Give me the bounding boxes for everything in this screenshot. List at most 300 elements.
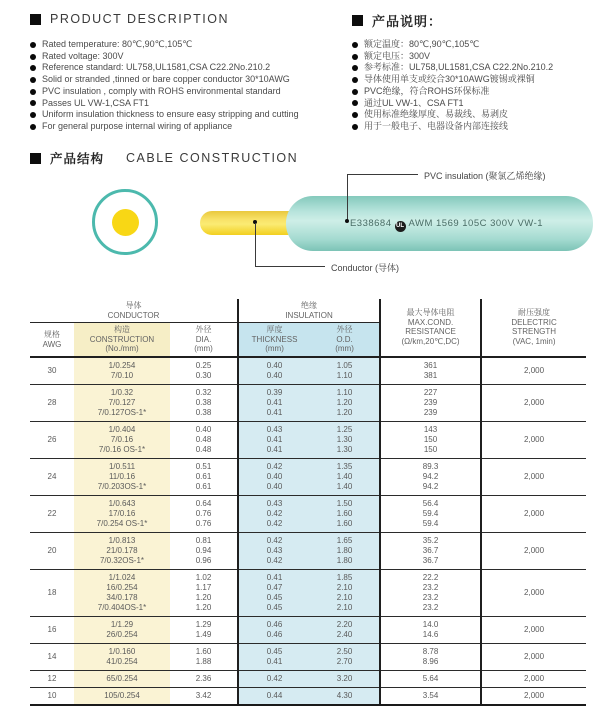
value-line: 0.45	[266, 592, 283, 602]
value-line: 1.30	[336, 444, 353, 454]
cell-od	[310, 670, 380, 687]
value-line: 1.20	[195, 602, 212, 612]
spec-row-awg-14	[30, 643, 586, 670]
value-line: 3.20	[336, 673, 353, 683]
cell-dia	[170, 569, 238, 616]
spec-row-awg-22	[30, 495, 586, 532]
cell-resistance	[380, 357, 481, 385]
value-line: 361	[423, 360, 438, 370]
cell-dia	[170, 357, 238, 385]
cell-resistance	[380, 458, 481, 495]
value-line: 0.42	[266, 673, 283, 683]
awg-header: 规格 AWG	[30, 323, 74, 357]
bullet-icon	[352, 124, 358, 130]
cell-construction	[74, 616, 170, 643]
cell-resistance	[380, 421, 481, 458]
cell-awg: 20	[30, 532, 74, 569]
cell-construction	[74, 643, 170, 670]
cell-thickness	[238, 569, 310, 616]
conductor-pointer-line	[255, 223, 256, 267]
bullet-icon	[352, 89, 358, 95]
value-line: 35.2	[422, 535, 439, 545]
value-line: 0.40	[266, 370, 283, 380]
insulation-group-header: 绝缘 INSULATION	[238, 299, 380, 323]
cell-construction	[74, 357, 170, 385]
value-line: 0.44	[266, 690, 283, 700]
value-line: 1/0.160	[108, 646, 136, 656]
cell-thickness	[238, 458, 310, 495]
insulation-pointer-dot	[345, 219, 349, 223]
value-line: 1/1.024	[108, 572, 136, 582]
value-line: 0.32	[195, 387, 212, 397]
value-line: 1.30	[336, 434, 353, 444]
value-line: 0.43	[266, 498, 283, 508]
value-line: 0.40	[266, 360, 283, 370]
cell-strength: 2,000	[481, 670, 586, 687]
cell-resistance	[380, 384, 481, 421]
value-line: 2.36	[195, 673, 212, 683]
value-line: 0.96	[195, 555, 212, 565]
value-line: 22.2	[422, 572, 439, 582]
value-line: 0.40	[266, 481, 283, 491]
cell-construction	[74, 458, 170, 495]
value-line: 1.85	[336, 572, 353, 582]
value-line: 0.76	[195, 518, 212, 528]
cell-strength: 2,000	[481, 384, 586, 421]
value-line: 8.96	[422, 656, 439, 666]
table-group-header-row	[30, 299, 586, 323]
bullet-item	[30, 39, 352, 51]
value-line: 1.40	[336, 481, 353, 491]
cable-construction-title	[30, 149, 298, 167]
cell-construction	[74, 569, 170, 616]
cell-awg: 22	[30, 495, 74, 532]
value-line: 1.80	[336, 555, 353, 565]
value-line: 1.88	[195, 656, 212, 666]
value-line: 0.38	[195, 397, 212, 407]
cell-od	[310, 458, 380, 495]
cell-resistance	[380, 687, 481, 705]
value-line: 0.40	[195, 424, 212, 434]
value-line: 1.60	[195, 646, 212, 656]
product-description-list	[30, 39, 352, 133]
value-line: 7/0.16 OS-1*	[98, 444, 146, 454]
value-line: 1.25	[336, 424, 353, 434]
value-line: 0.48	[195, 434, 212, 444]
cell-dia	[170, 458, 238, 495]
bullet-icon	[30, 65, 36, 71]
cell-od	[310, 687, 380, 705]
value-line: 23.2	[422, 602, 439, 612]
conductor-core-icon	[112, 209, 139, 236]
cell-resistance	[380, 495, 481, 532]
cell-dia	[170, 687, 238, 705]
cell-dia	[170, 495, 238, 532]
value-line: 0.41	[266, 656, 283, 666]
cell-strength: 2,000	[481, 687, 586, 705]
cell-strength: 2,000	[481, 569, 586, 616]
bullet-text: 导体使用单支或绞合30*10AWG镀锡或裸铜	[364, 74, 535, 85]
value-line: 0.45	[266, 646, 283, 656]
value-line: 1.40	[336, 471, 353, 481]
product-notes-title	[352, 11, 442, 30]
value-line: 23.2	[422, 582, 439, 592]
bullet-text: Uniform insulation thickness to ensure easy stripping and cutting	[42, 109, 299, 120]
cell-thickness	[238, 643, 310, 670]
value-line: 65/0.254	[106, 673, 138, 683]
value-line: 1/0.643	[108, 498, 136, 508]
value-line: 105/0.254	[104, 690, 140, 700]
spec-row-awg-16	[30, 616, 586, 643]
value-line: 11/0.16	[108, 471, 136, 481]
bullet-icon	[352, 42, 358, 48]
product-notes-title-text: 产品说明：	[372, 14, 443, 29]
bullet-icon	[352, 54, 358, 60]
construction-title-en: CABLE CONSTRUCTION	[126, 151, 299, 165]
value-line: 0.41	[266, 444, 283, 454]
value-line: 41/0.254	[106, 656, 138, 666]
bullet-text: Passes UL VW-1,CSA FT1	[42, 97, 150, 108]
value-line: 0.42	[266, 555, 283, 565]
cell-strength: 2,000	[481, 421, 586, 458]
bullet-icon	[30, 112, 36, 118]
value-line: 16/0.254	[106, 582, 138, 592]
value-line: 0.40	[266, 471, 283, 481]
spec-row-awg-30	[30, 357, 586, 385]
value-line: 89.3	[422, 461, 439, 471]
spec-row-awg-10	[30, 687, 586, 705]
cell-thickness	[238, 357, 310, 385]
bullet-item	[352, 39, 603, 51]
cell-construction	[74, 532, 170, 569]
value-line: 2.10	[336, 592, 353, 602]
bullet-text: 额定温度：80℃,90℃,105℃	[364, 39, 480, 49]
spec-row-awg-24	[30, 458, 586, 495]
cell-strength: 2,000	[481, 643, 586, 670]
value-line: 2.10	[336, 582, 353, 592]
value-line: 7/0.16	[110, 434, 134, 444]
spec-row-awg-26	[30, 421, 586, 458]
cell-construction	[74, 421, 170, 458]
value-line: 1.65	[336, 535, 353, 545]
bullet-text: For general purpose internal wiring of appliance	[42, 120, 233, 131]
spec-table-body	[30, 357, 586, 705]
value-line: 1/1.29	[110, 619, 134, 629]
value-line: 381	[423, 370, 438, 380]
value-line: 1.60	[336, 508, 353, 518]
value-line: 14.0	[422, 619, 439, 629]
cell-awg: 26	[30, 421, 74, 458]
marking-prefix: E338684	[349, 218, 392, 229]
resistance-header: 最大导体电阻 MAX.COND. RESISTANCE (Ω/km,20℃,DC)	[380, 299, 481, 357]
value-line: 239	[423, 397, 438, 407]
cell-strength: 2,000	[481, 616, 586, 643]
value-line: 2.70	[336, 656, 353, 666]
value-line: 2.20	[336, 619, 353, 629]
value-line: 0.25	[195, 360, 212, 370]
value-line: 7/0.404OS-1*	[97, 602, 147, 612]
cell-resistance	[380, 569, 481, 616]
cell-resistance	[380, 532, 481, 569]
value-line: 0.43	[266, 424, 283, 434]
spec-table	[30, 299, 586, 706]
bullet-icon	[352, 65, 358, 71]
bullet-text: PVC insulation , comply with ROHS environmental standard	[42, 85, 281, 96]
bullet-item	[352, 62, 603, 74]
value-line: 0.61	[195, 471, 212, 481]
value-line: 0.76	[195, 508, 212, 518]
value-line: 0.42	[266, 508, 283, 518]
cell-dia	[170, 616, 238, 643]
value-line: 1.17	[195, 582, 212, 592]
value-line: 0.42	[266, 535, 283, 545]
cell-od	[310, 384, 380, 421]
cell-od	[310, 532, 380, 569]
bullet-item	[30, 109, 352, 121]
value-line: 7/0.32OS-1*	[99, 555, 145, 565]
cell-od	[310, 643, 380, 670]
value-line: 3.42	[195, 690, 212, 700]
bullet-icon	[30, 77, 36, 83]
spec-table-container	[30, 299, 586, 706]
cell-od	[310, 357, 380, 385]
value-line: 1.50	[336, 498, 353, 508]
value-line: 0.94	[195, 545, 212, 555]
value-line: 1.20	[336, 397, 353, 407]
value-line: 0.38	[195, 407, 212, 417]
value-line: 21/0.178	[106, 545, 138, 555]
cell-od	[310, 495, 380, 532]
bullet-text: 额定电压：300V	[364, 50, 431, 61]
cell-thickness	[238, 532, 310, 569]
cell-dia	[170, 643, 238, 670]
cell-resistance	[380, 643, 481, 670]
bullet-icon	[352, 77, 358, 83]
spec-row-awg-18	[30, 569, 586, 616]
cell-construction	[74, 384, 170, 421]
cell-thickness	[238, 670, 310, 687]
cell-dia	[170, 532, 238, 569]
cell-dia	[170, 384, 238, 421]
value-line: 0.43	[266, 545, 283, 555]
bullet-item	[30, 62, 352, 74]
value-line: 56.4	[422, 498, 439, 508]
value-line: 1.10	[336, 370, 353, 380]
dia-header: 外径 DIA. (mm)	[170, 323, 238, 357]
cell-awg: 12	[30, 670, 74, 687]
cell-resistance	[380, 670, 481, 687]
conductor-group-header: 导体 CONDUCTOR	[30, 299, 238, 323]
value-line: 1/0.511	[108, 461, 136, 471]
value-line: 2.50	[336, 646, 353, 656]
value-line: 227	[423, 387, 438, 397]
cell-thickness	[238, 616, 310, 643]
value-line: 1/0.404	[108, 424, 136, 434]
cell-strength: 2,000	[481, 532, 586, 569]
cell-awg: 14	[30, 643, 74, 670]
spec-row-awg-12	[30, 670, 586, 687]
value-line: 59.4	[422, 518, 439, 528]
spec-row-awg-20	[30, 532, 586, 569]
bullet-item	[352, 86, 603, 98]
insulation-cylinder	[286, 196, 593, 251]
bullet-text: Rated voltage: 300V	[42, 50, 124, 61]
product-notes-list	[352, 39, 603, 133]
value-line: 0.51	[195, 461, 212, 471]
value-line: 0.41	[266, 407, 283, 417]
ul-logo-icon: UL	[395, 221, 406, 232]
bullet-item	[352, 121, 603, 133]
value-line: 143	[423, 424, 438, 434]
value-line: 7/0.254 OS-1*	[96, 518, 148, 528]
conductor-label: Conductor (导体)	[331, 263, 400, 273]
value-line: 0.47	[266, 582, 283, 592]
bullet-item	[352, 109, 603, 121]
value-line: 36.7	[422, 545, 439, 555]
cell-awg: 18	[30, 569, 74, 616]
value-line: 4.30	[336, 690, 353, 700]
value-line: 7/0.127OS-1*	[97, 407, 147, 417]
value-line: 1.05	[336, 360, 353, 370]
cell-awg: 16	[30, 616, 74, 643]
bullet-item	[30, 74, 352, 86]
bullet-item	[30, 121, 352, 133]
bullet-icon	[352, 112, 358, 118]
value-line: 1.10	[336, 387, 353, 397]
insulation-pointer-line	[347, 174, 418, 175]
value-line: 1/0.32	[110, 387, 134, 397]
value-line: 23.2	[422, 592, 439, 602]
value-line: 0.39	[266, 387, 283, 397]
cell-dia	[170, 670, 238, 687]
value-line: 0.41	[266, 397, 283, 407]
value-line: 0.81	[195, 535, 212, 545]
od-header: 外径 O.D. (mm)	[310, 323, 380, 357]
value-line: 3.54	[422, 690, 439, 700]
section-square-icon	[30, 153, 41, 164]
value-line: 150	[423, 434, 438, 444]
cable-marking	[286, 196, 593, 251]
bullet-text: PVC绝缘，符合ROHS环保标准	[364, 85, 490, 96]
cell-awg: 24	[30, 458, 74, 495]
bullet-item	[30, 51, 352, 63]
bullet-item	[352, 74, 603, 86]
thickness-header: 厚度 THICKNESS (mm)	[238, 323, 310, 357]
value-line: 0.46	[266, 629, 283, 639]
bullet-item	[30, 98, 352, 110]
value-line: 59.4	[422, 508, 439, 518]
marking-suffix: AWM 1569 105C 300V VW-1	[408, 218, 544, 229]
bullet-text: Rated temperature: 80℃,90℃,105℃	[42, 39, 193, 49]
cell-strength: 2,000	[481, 357, 586, 385]
bullet-icon	[30, 124, 36, 130]
cell-thickness	[238, 384, 310, 421]
value-line: 5.64	[422, 673, 439, 683]
value-line: 0.61	[195, 481, 212, 491]
cell-strength: 2,000	[481, 458, 586, 495]
value-line: 7/0.10	[110, 370, 134, 380]
cell-construction	[74, 495, 170, 532]
value-line: 7/0.127	[108, 397, 136, 407]
spec-row-awg-28	[30, 384, 586, 421]
cell-construction	[74, 670, 170, 687]
value-line: 1.20	[195, 592, 212, 602]
construction-title-cn: 产品结构	[50, 152, 105, 166]
value-line: 0.48	[195, 444, 212, 454]
bullet-text: 参考标准：UL758,UL1581,CSA C22.2No.210.2	[364, 62, 554, 73]
bullet-item	[352, 98, 603, 110]
cell-strength: 2,000	[481, 495, 586, 532]
value-line: 1.80	[336, 545, 353, 555]
bullet-text: 使用标准绝缘厚度、易裁线、易剥皮	[364, 109, 509, 120]
conductor-pointer-line	[255, 266, 325, 267]
value-line: 150	[423, 444, 438, 454]
product-description-title	[30, 12, 229, 26]
value-line: 94.2	[422, 471, 439, 481]
value-line: 26/0.254	[106, 629, 138, 639]
value-line: 1.29	[195, 619, 212, 629]
value-line: 0.46	[266, 619, 283, 629]
value-line: 1/0.254	[108, 360, 136, 370]
bullet-text: 用于一般电子、电器设备内部连接线	[364, 120, 509, 131]
insulation-pointer-line	[347, 175, 348, 221]
value-line: 1.35	[336, 461, 353, 471]
value-line: 1.02	[195, 572, 212, 582]
cell-od	[310, 616, 380, 643]
bullet-icon	[352, 100, 358, 106]
bullet-item	[352, 51, 603, 63]
cell-od	[310, 421, 380, 458]
value-line: 7/0.203OS-1*	[97, 481, 147, 491]
cell-thickness	[238, 495, 310, 532]
value-line: 0.64	[195, 498, 212, 508]
value-line: 17/0.16	[108, 508, 136, 518]
value-line: 2.10	[336, 602, 353, 612]
value-line: 94.2	[422, 481, 439, 491]
product-description-title-text: PRODUCT DESCRIPTION	[50, 12, 229, 26]
cell-construction	[74, 687, 170, 705]
value-line: 1.49	[195, 629, 212, 639]
value-line: 239	[423, 407, 438, 417]
cell-awg: 10	[30, 687, 74, 705]
bullet-icon	[30, 42, 36, 48]
value-line: 1.20	[336, 407, 353, 417]
value-line: 0.42	[266, 518, 283, 528]
value-line: 0.45	[266, 602, 283, 612]
bullet-icon	[30, 100, 36, 106]
cell-thickness	[238, 421, 310, 458]
insulation-label: PVC insulation (聚氯乙烯绝缘)	[424, 171, 546, 181]
bullet-text: Solid or stranded ,tinned or bare copper conductor 30*10AWG	[42, 74, 290, 85]
cell-od	[310, 569, 380, 616]
bullet-text: Reference standard: UL758,UL1581,CSA C22.2No.210.2	[42, 62, 271, 73]
cable-cross-section	[92, 189, 158, 255]
bullet-item	[30, 86, 352, 98]
value-line: 0.30	[195, 370, 212, 380]
bullet-icon	[30, 54, 36, 60]
value-line: 14.6	[422, 629, 439, 639]
value-line: 0.42	[266, 461, 283, 471]
value-line: 34/0.178	[106, 592, 138, 602]
value-line: 0.41	[266, 572, 283, 582]
cell-resistance	[380, 616, 481, 643]
cell-awg: 28	[30, 384, 74, 421]
value-line: 1.60	[336, 518, 353, 528]
section-square-icon	[30, 14, 41, 25]
section-square-icon	[352, 15, 363, 26]
value-line: 2.40	[336, 629, 353, 639]
bullet-icon	[30, 89, 36, 95]
